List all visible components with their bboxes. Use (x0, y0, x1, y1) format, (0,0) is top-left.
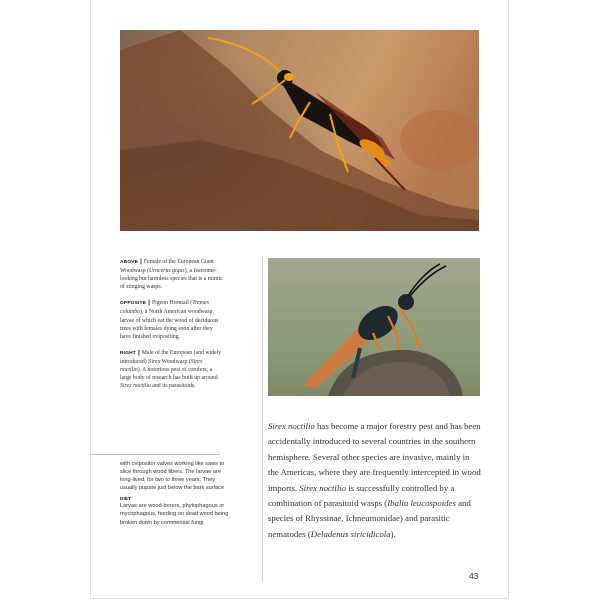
diet-text: Larvae are wood-borers, phytophagous or mycophagous, feeding on dead wood being broken down by commensal fungi (120, 503, 229, 526)
caption-opposite: OPPOSITE | Pigeon Horntail (Tremex columba), a North American woodwasp, larvae of which eat the wood of deciduous trees with females dying soon after they have finished ovipositing. (120, 299, 219, 340)
body-paragraph: Sirex noctilio has become a major forestry pest and has been accidentally introduced to several countries in the southern hemisphere. Several other species are invasive, mainly in the Americas, where they are frequently intercepted in wood imports. Sirex noctilio is successfully controlled by a combination of parasitoid wasps (Ibalia leucospoides and species of Rhyssinae, Ichneumonidae) and parasitic nematodes (Deladenus siricidicola). (268, 421, 481, 539)
woodwasp-photo-illustration (120, 30, 479, 231)
photo-giant-woodwasp (120, 30, 479, 231)
page-number: 43 (469, 571, 479, 581)
column-divider (262, 256, 263, 582)
diet-heading: DIET (120, 496, 132, 502)
sidebar-rule (90, 454, 220, 455)
species-facts-sidebar (120, 460, 232, 527)
photo-captions (120, 258, 224, 398)
caption-right: RIGHT | Male of the European (and widely introduced) Sirex Woodwasp (Sirex noctilio). A notorious pest of conifers, a large body of research has built up around Sirex noctilio and its parasitoids. (120, 348, 222, 390)
sidebar-continued-text: with ovipositor valves working like saws to slice through wood fibers. The larvae are long-lived, for two to three years. They usually pupate just below the bark surface (120, 461, 225, 492)
sirex-photo-illustration (268, 258, 480, 396)
photo-sirex-woodwasp (268, 258, 480, 396)
caption-above: ABOVE | Female of the European Giant Woodwasp (Urocerus gigas), a fearsome-looking but harmless species that is a mimic of stinging wasps. (120, 258, 223, 291)
